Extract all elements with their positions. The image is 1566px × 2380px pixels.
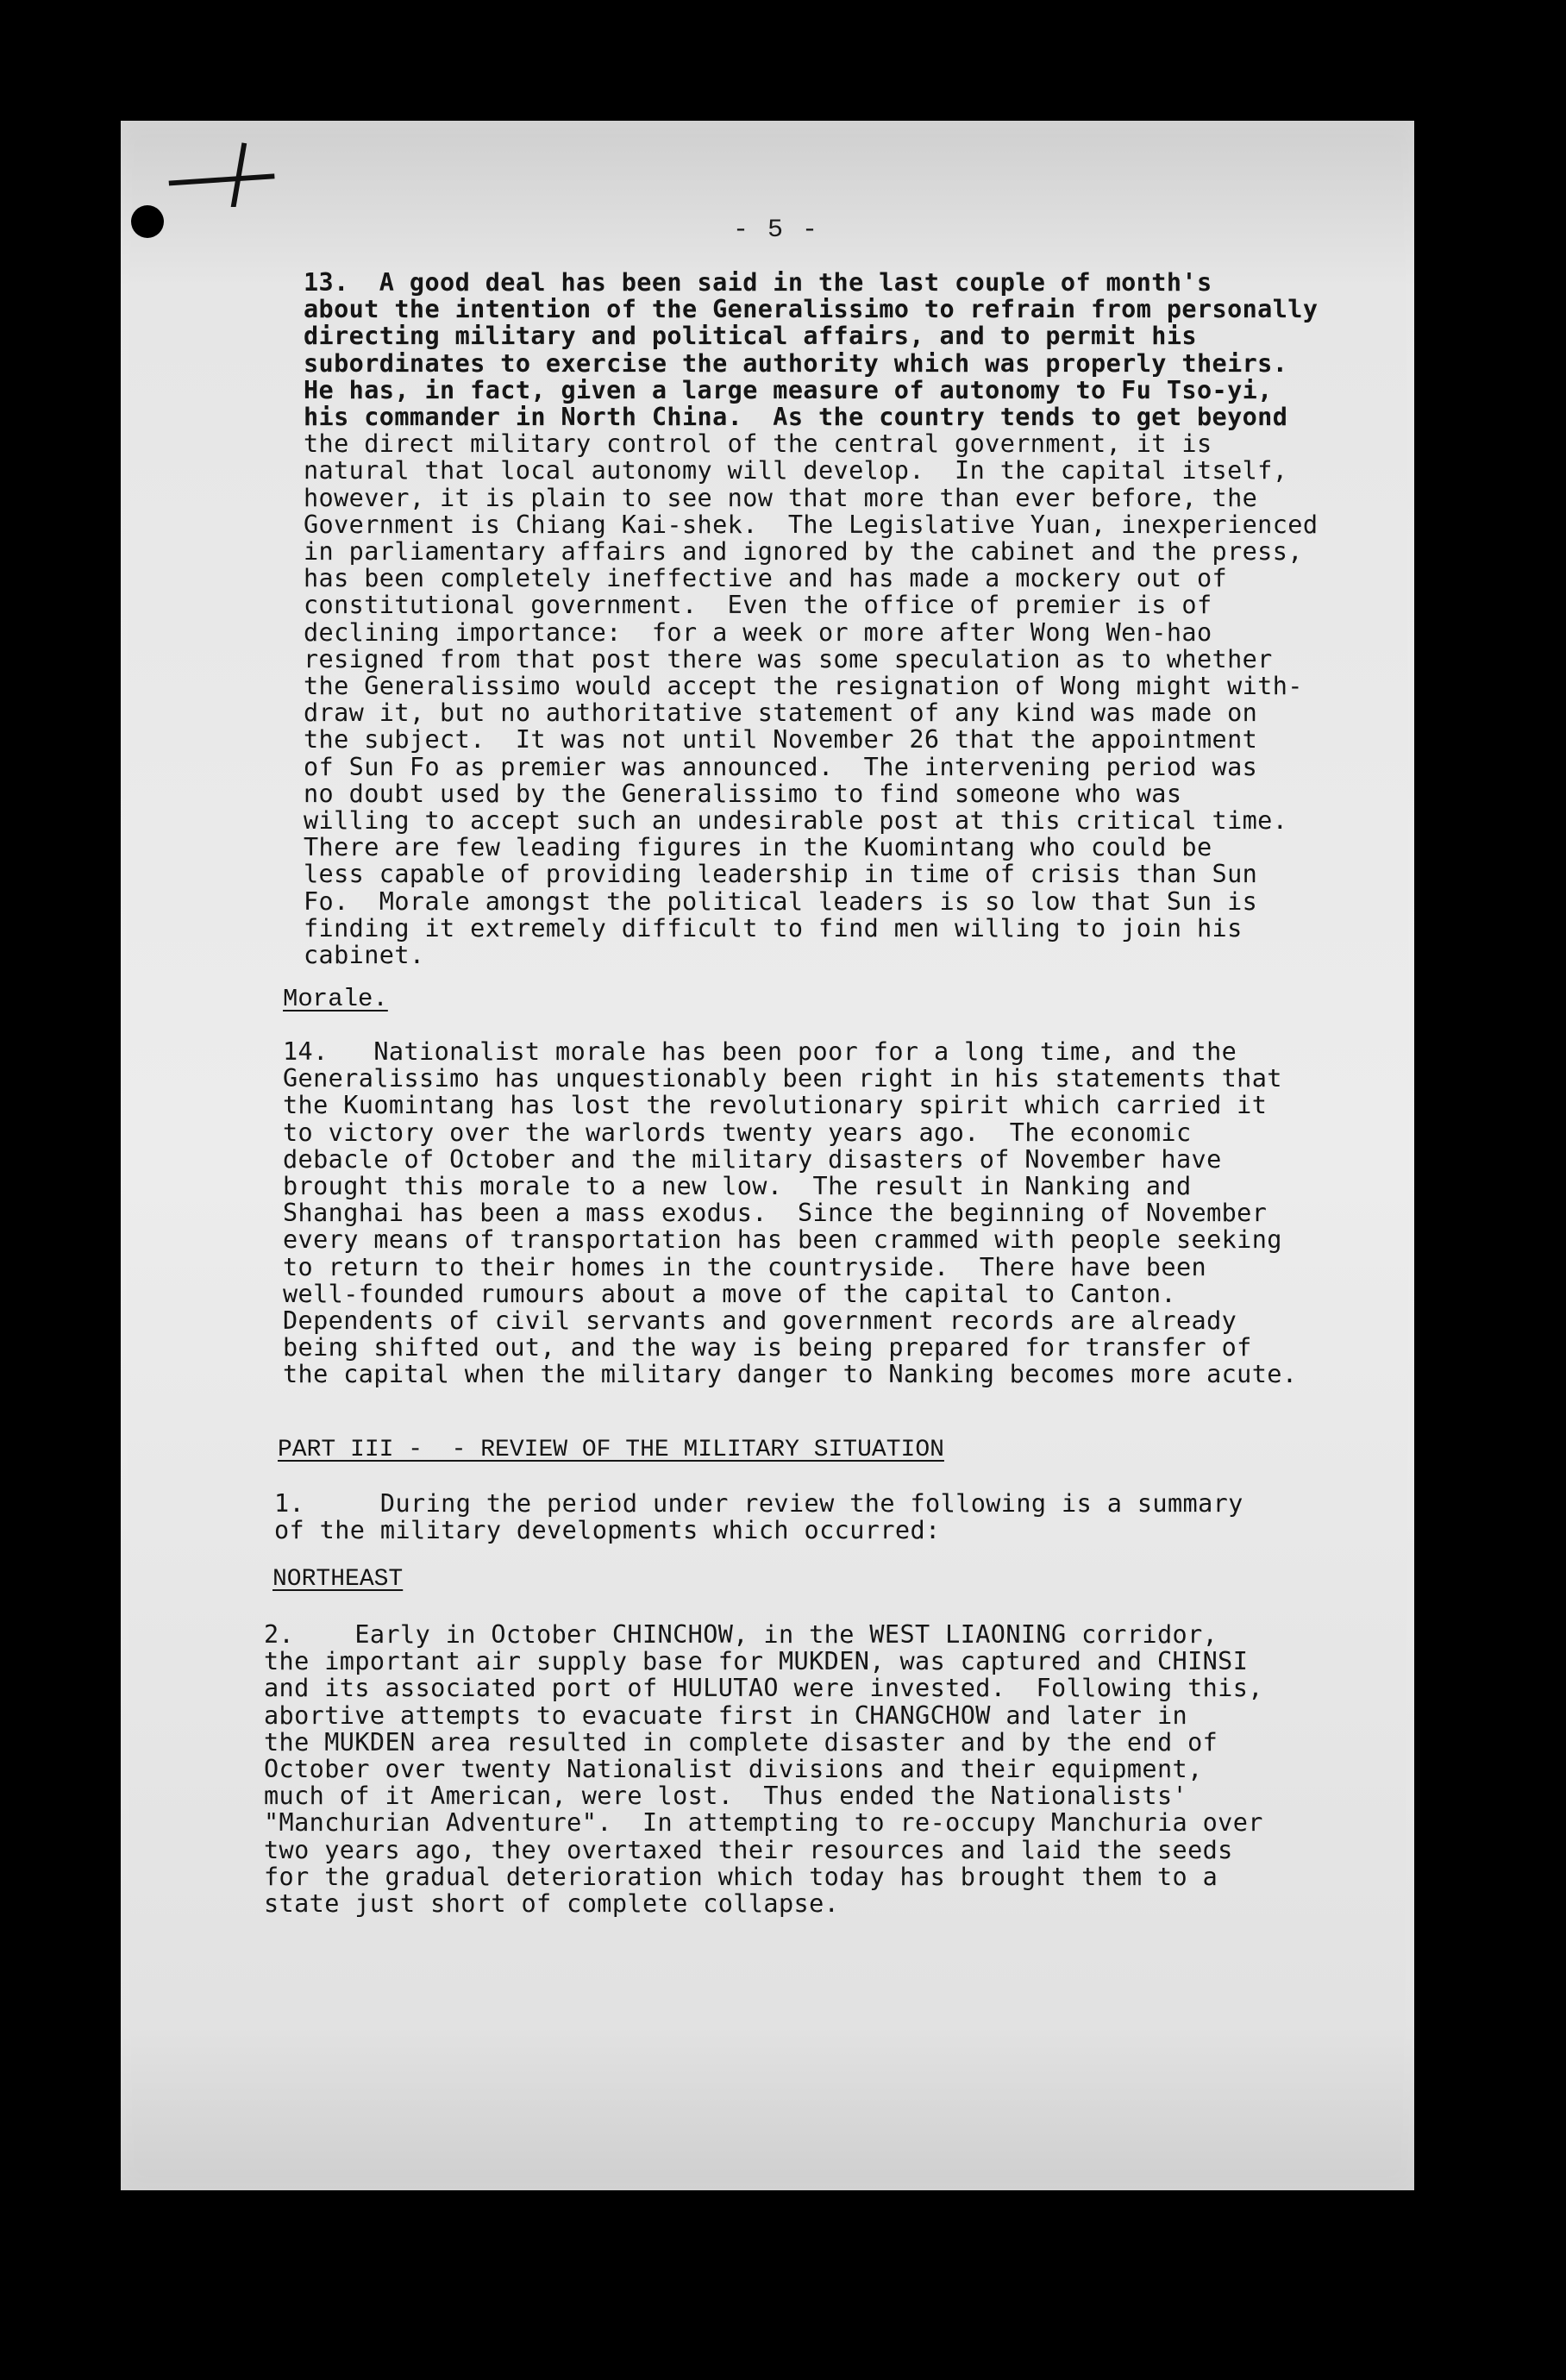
text-line: the important air supply base for MUKDEN, was captured and CHINSI: [264, 1647, 1249, 1676]
text-line: subordinates to exercise the authority which was properly theirs.: [304, 348, 1288, 378]
text-line: declining importance: for a week or more after Wong Wen-hao: [304, 617, 1212, 647]
punch-hole: [131, 205, 164, 238]
paragraph-1: [274, 1490, 1243, 1544]
heading-northeast: NORTHEAST: [272, 1566, 404, 1593]
text-line: There are few leading figures in the Kuomintang who could be: [304, 833, 1212, 862]
text-line: Dependents of civil servants and government records are already: [283, 1306, 1237, 1336]
text-line: willing to accept such an undesirable post at this critical time.: [304, 806, 1288, 836]
text-line: well-founded rumours about a move of the capital to Canton.: [283, 1279, 1176, 1308]
text-line: about the intention of the Generalissimo to refrain from personally: [304, 295, 1319, 324]
text-line: two years ago, they overtaxed their resources and laid the seeds: [264, 1835, 1233, 1864]
text-line: 1. During the period under review the following is a summary: [274, 1489, 1243, 1518]
paragraph-13: [304, 269, 1318, 968]
text-line: has been completely ineffective and has made a mockery out of: [304, 564, 1228, 593]
text-line: 13. A good deal has been said in the last couple of month's: [304, 268, 1212, 297]
text-line: his commander in North China. As the country tends to get beyond: [304, 403, 1288, 432]
text-line: much of it American, were lost. Thus ended the Nationalists': [264, 1782, 1188, 1811]
text-line: state just short of complete collapse.: [264, 1889, 840, 1919]
text-line: 14. Nationalist morale has been poor for a long time, and the: [283, 1037, 1237, 1066]
text-line: October over twenty Nationalist divisions and their equipment,: [264, 1755, 1203, 1784]
heading-morale: Morale.: [283, 985, 388, 1013]
paragraph-14: [283, 1038, 1297, 1388]
text-line: the MUKDEN area resulted in complete disaster and by the end of: [264, 1727, 1218, 1757]
text-line: 2. Early in October CHINCHOW, in the WEST LIAONING corridor,: [264, 1620, 1218, 1649]
text-line: natural that local autonomy will develop. In the capital itself,: [304, 456, 1288, 485]
text-line: directing military and political affairs, and to permit his: [304, 322, 1197, 351]
text-line: the capital when the military danger to Nanking becomes more acute.: [283, 1360, 1298, 1389]
text-line: the direct military control of the central government, it is: [304, 429, 1212, 459]
text-line: He has, in fact, given a large measure of autonomy to Fu Tso-yi,: [304, 375, 1273, 404]
text-line: "Manchurian Adventure". In attempting to re-occupy Manchuria over: [264, 1808, 1263, 1838]
text-line: and its associated port of HULUTAO were invested. Following this,: [264, 1674, 1263, 1703]
text-line: of Sun Fo as premier was announced. The intervening period was: [304, 752, 1258, 781]
text-line: in parliamentary affairs and ignored by the cabinet and the press,: [304, 537, 1303, 567]
text-line: resigned from that post there was some speculation as to whether: [304, 644, 1273, 673]
text-line: the Kuomintang has lost the revolutionary spirit which carried it: [283, 1091, 1268, 1120]
text-line: Government is Chiang Kai-shek. The Legislative Yuan, inexperienced: [304, 510, 1319, 539]
text-line: constitutional government. Even the office of premier is of: [304, 591, 1212, 620]
text-line: to victory over the warlords twenty years ago. The economic: [283, 1118, 1192, 1147]
text-line: the subject. It was not until November 26 that the appointment: [304, 725, 1258, 755]
text-line: Shanghai has been a mass exodus. Since the beginning of November: [283, 1199, 1268, 1228]
text-line: brought this morale to a new low. The result in Nanking and: [283, 1172, 1192, 1201]
text-line: draw it, but no authoritative statement of any kind was made on: [304, 698, 1258, 728]
text-line: cabinet.: [304, 941, 425, 970]
text-line: for the gradual deterioration which today has brought them to a: [264, 1862, 1218, 1891]
paragraph-2: [264, 1621, 1263, 1917]
text-line: abortive attempts to evacuate first in CHANGCHOW and later in: [264, 1700, 1188, 1730]
text-line: every means of transportation has been crammed with people seeking: [283, 1225, 1282, 1255]
text-line: Generalissimo has unquestionably been right in his statements that: [283, 1064, 1282, 1093]
handwritten-mark-icon: [164, 129, 285, 207]
text-line: to return to their homes in the countryside. There have been: [283, 1252, 1207, 1281]
text-line: less capable of providing leadership in time of crisis than Sun: [304, 860, 1258, 889]
text-line: Fo. Morale amongst the political leaders is so low that Sun is: [304, 886, 1258, 916]
heading-part-3: PART III - - REVIEW OF THE MILITARY SITUATION: [278, 1437, 944, 1463]
text-line: the Generalissimo would accept the resignation of Wong might with-: [304, 672, 1303, 701]
text-line: debacle of October and the military disasters of November have: [283, 1144, 1222, 1174]
text-line: however, it is plain to see now that more than ever before, the: [304, 483, 1258, 512]
text-line: finding it extremely difficult to find men willing to join his: [304, 913, 1243, 943]
text-line: being shifted out, and the way is being prepared for transfer of: [283, 1333, 1252, 1362]
text-line: of the military developments which occurred:: [274, 1516, 941, 1545]
text-line: no doubt used by the Generalissimo to find someone who was: [304, 779, 1182, 808]
page-number: - 5 -: [733, 216, 820, 245]
